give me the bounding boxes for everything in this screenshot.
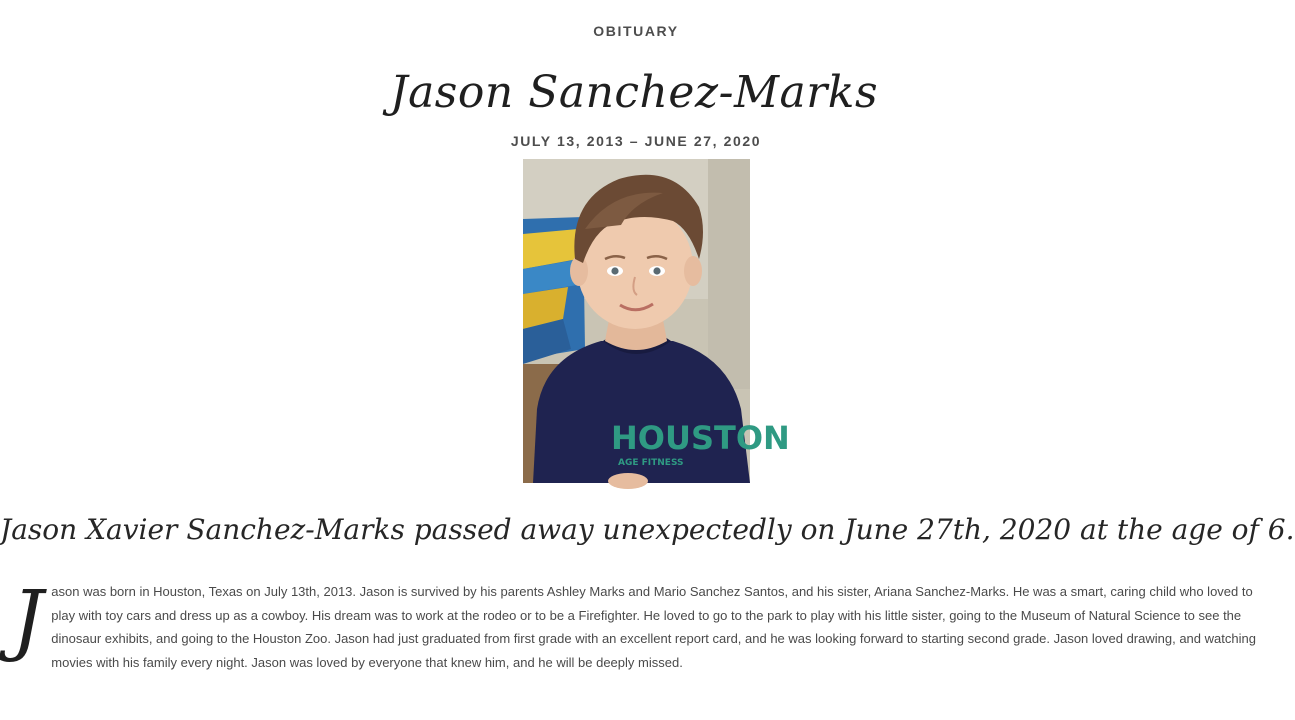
shirt-print-text: HOUSTON <box>611 419 790 457</box>
portrait-photo <box>523 159 790 483</box>
deceased-name-title: Jason Sanchez-Marks <box>389 67 879 118</box>
obituary-label: OBITUARY <box>593 23 679 39</box>
drop-cap: J <box>12 575 44 665</box>
shirt-print-subtext: AGE FITNESS <box>618 458 684 468</box>
obituary-body <box>12 575 1262 674</box>
life-dates: JULY 13, 2013 – JUNE 27, 2020 <box>510 133 762 149</box>
obituary-body-text: ason was born in Houston, Texas on July 13th, 2013. Jason is survived by his parents Ashley Marks and Mario Sanchez Santos, and his sister, Ariana Sanchez-Marks. He was a smart, caring child who loved to play with toy cars and dress up as a cowboy. His dream was to work at the rodeo or to be a Firefighter. He loved to go to the park to play with his little sister, going to the Museum of Natural Science to see the dinosaur exhibits, and going to the Houston Zoo. Jason had just graduated from first grade with an excellent report card, and he was looking forward to starting second grade. Jason loved drawing, and watching movies with his family every night. Jason was loved by everyone that knew him, and he will be deeply missed. <box>51 584 1256 670</box>
obituary-lede: Jason Xavier Sanchez-Marks passed away unexpectedly on June 27th, 2020 at the age of 6. <box>0 513 1295 546</box>
